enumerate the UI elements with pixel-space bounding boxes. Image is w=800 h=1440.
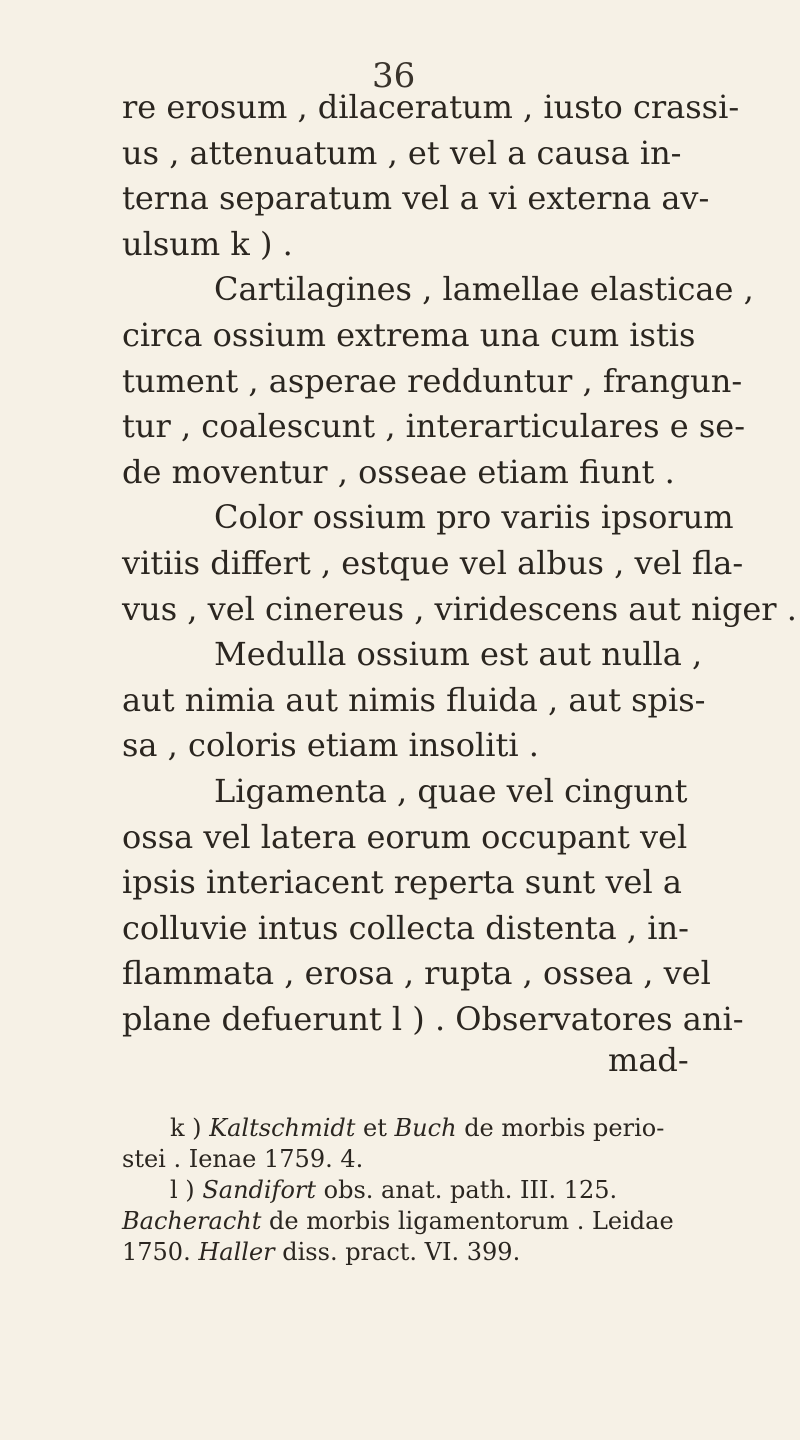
paragraph-start-line: Medulla ossium est aut nulla , (214, 635, 703, 674)
text-line: colluvie intus collecta distenta , in- (122, 908, 689, 947)
footnote-k-continued: stei . Ienae 1759. 4. (122, 1145, 364, 1173)
text-line: vitiis differt , estque vel albus , vel fla- (122, 543, 744, 582)
footnote-l (122, 1175, 782, 1206)
text-line: terna separatum vel a vi externa av- (122, 179, 710, 218)
author-name: Sandifort (202, 1176, 317, 1204)
footnote-text: de morbis perio- (464, 1114, 665, 1142)
author-name: Haller (198, 1238, 275, 1266)
text-line: de moventur , osseae etiam fiunt . (122, 452, 675, 491)
catchword: mad- (608, 1041, 689, 1079)
text-line: ipsis interiacent reperta sunt vel a (122, 863, 682, 902)
footnote-l-continued (122, 1237, 782, 1268)
page-number: 36 (372, 56, 416, 96)
footnote-text: et (363, 1114, 387, 1142)
text-line: plane defuerunt l ) . Observatores ani- (122, 999, 744, 1038)
footnote-text: obs. anat. path. III. 125. (323, 1176, 618, 1204)
footnote-l-continued (122, 1206, 782, 1237)
paragraph-start-line: Color ossium pro variis ipsorum (214, 498, 734, 537)
footnote-text: de morbis ligamentorum . Leidae (269, 1207, 674, 1235)
paragraph-start-line: Cartilagines , lamellae elasticae , (214, 270, 754, 309)
text-line: vus , vel cinereus , viridescens aut niger . (122, 589, 797, 628)
footnote-mark: k ) (170, 1114, 202, 1142)
author-name: Kaltschmidt (209, 1114, 356, 1142)
text-line: us , attenuatum , et vel a causa in- (122, 133, 682, 172)
author-name: Buch (394, 1114, 457, 1142)
main-text (122, 85, 797, 1042)
footnote-text: diss. pract. VI. 399. (282, 1238, 521, 1266)
text-line: aut nimia aut nimis fluida , aut spis- (122, 680, 706, 719)
text-line: tur , coalescunt , interarticulares e se- (122, 407, 746, 446)
text-line: flammata , erosa , rupta , ossea , vel (122, 954, 711, 993)
paragraph-start-line: Ligamenta , quae vel cingunt (214, 771, 688, 810)
text-line: sa , coloris etiam insoliti . (122, 726, 539, 765)
text-line: re erosum , dilaceratum , iusto crassi- (122, 88, 740, 126)
footnote-mark: l ) (170, 1176, 195, 1204)
footnotes (122, 1113, 782, 1268)
footnote-year: 1750. (122, 1238, 191, 1266)
text-line: ossa vel latera eorum occupant vel (122, 817, 688, 856)
text-line: ulsum k ) . (122, 224, 293, 263)
author-name: Bacheracht (122, 1207, 262, 1235)
text-line: circa ossium extrema una cum istis (122, 315, 696, 354)
footnote-k (122, 1113, 782, 1144)
text-line: tument , asperae redduntur , frangun- (122, 361, 743, 400)
